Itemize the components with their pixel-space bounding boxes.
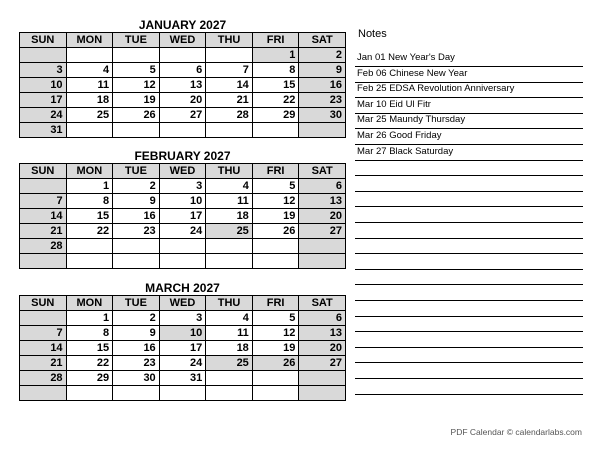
- calendar-grid: [19, 32, 346, 138]
- day-cell: 24: [159, 224, 206, 239]
- weekday-header: TUE: [113, 164, 160, 179]
- day-cell: 22: [66, 224, 113, 239]
- note-text: [355, 255, 357, 266]
- day-cell: [20, 386, 67, 401]
- weekday-header: WED: [159, 296, 206, 311]
- day-cell: 17: [20, 93, 67, 108]
- month-title: FEBRUARY 2027: [134, 149, 231, 163]
- notes-title: Notes: [358, 28, 387, 40]
- footer-credit: PDF Calendar © calendarlabs.com: [450, 427, 582, 437]
- day-cell: 2: [299, 48, 346, 63]
- day-cell: [252, 123, 299, 138]
- day-cell: 26: [252, 356, 299, 371]
- note-line: [355, 175, 583, 192]
- note-text: Feb 25 EDSA Revolution Anniversary: [357, 83, 515, 95]
- day-cell: 30: [113, 371, 160, 386]
- day-cell: 12: [113, 78, 160, 93]
- day-cell: 6: [299, 179, 346, 194]
- day-cell: 17: [159, 341, 206, 356]
- note-line: [355, 50, 583, 67]
- day-cell: 25: [66, 108, 113, 123]
- day-cell: 9: [113, 194, 160, 209]
- day-cell: [20, 179, 67, 194]
- week-row: [20, 108, 346, 123]
- week-row: [20, 93, 346, 108]
- day-cell: [252, 371, 299, 386]
- note-text: [355, 161, 357, 172]
- day-cell: 16: [113, 209, 160, 224]
- weekday-header: SAT: [299, 296, 346, 311]
- day-cell: [299, 371, 346, 386]
- day-cell: 8: [252, 63, 299, 78]
- day-cell: 28: [20, 371, 67, 386]
- day-cell: 4: [66, 63, 113, 78]
- note-text: [355, 239, 357, 250]
- note-line: [355, 253, 583, 270]
- note-line: [355, 190, 583, 207]
- day-cell: 29: [66, 371, 113, 386]
- note-text: [355, 333, 357, 344]
- day-cell: 27: [299, 356, 346, 371]
- day-cell: [206, 123, 253, 138]
- day-cell: 16: [299, 78, 346, 93]
- note-text: Mar 27 Black Saturday: [357, 145, 454, 157]
- weekday-header: THU: [206, 164, 253, 179]
- weekday-header: FRI: [252, 296, 299, 311]
- day-cell: 9: [299, 63, 346, 78]
- day-cell: [159, 239, 206, 254]
- day-cell: [113, 239, 160, 254]
- day-cell: [159, 123, 206, 138]
- day-cell: 14: [206, 78, 253, 93]
- week-row: [20, 63, 346, 78]
- day-cell: [299, 123, 346, 138]
- day-cell: 12: [252, 326, 299, 341]
- week-row: [20, 179, 346, 194]
- week-row: [20, 123, 346, 138]
- day-cell: 13: [159, 78, 206, 93]
- day-cell: 17: [159, 209, 206, 224]
- day-cell: 29: [252, 108, 299, 123]
- day-cell: 28: [206, 108, 253, 123]
- calendar-grid: [19, 295, 346, 401]
- day-cell: 14: [20, 209, 67, 224]
- note-text: [355, 302, 357, 313]
- weekday-header: SUN: [20, 33, 67, 48]
- note-line: [355, 81, 583, 98]
- day-cell: 3: [20, 63, 67, 78]
- day-cell: 26: [252, 224, 299, 239]
- note-text: Mar 10 Eid Ul Fitr: [357, 98, 431, 110]
- note-text: [355, 348, 357, 359]
- note-text: [355, 177, 357, 188]
- day-cell: 4: [206, 311, 253, 326]
- day-cell: 6: [159, 63, 206, 78]
- week-row: [20, 371, 346, 386]
- day-cell: [252, 254, 299, 269]
- calendar-grid: [19, 163, 346, 269]
- day-cell: 6: [299, 311, 346, 326]
- day-cell: [113, 123, 160, 138]
- day-cell: [299, 254, 346, 269]
- day-cell: 28: [20, 239, 67, 254]
- day-cell: 9: [113, 326, 160, 341]
- day-cell: 5: [113, 63, 160, 78]
- day-cell: 10: [20, 78, 67, 93]
- day-cell: 18: [206, 209, 253, 224]
- day-cell: 30: [299, 108, 346, 123]
- note-line: [355, 66, 583, 83]
- day-cell: [20, 311, 67, 326]
- day-cell: [20, 254, 67, 269]
- day-cell: 25: [206, 224, 253, 239]
- day-cell: 14: [20, 341, 67, 356]
- day-cell: 31: [20, 123, 67, 138]
- day-cell: [66, 386, 113, 401]
- day-cell: [66, 254, 113, 269]
- note-line: [355, 237, 583, 254]
- note-text: [355, 224, 357, 235]
- day-cell: 2: [113, 311, 160, 326]
- day-cell: [66, 123, 113, 138]
- note-line: [355, 331, 583, 348]
- day-cell: 13: [299, 194, 346, 209]
- day-cell: 18: [66, 93, 113, 108]
- month-title: MARCH 2027: [145, 281, 220, 295]
- day-cell: 23: [113, 224, 160, 239]
- day-cell: 24: [159, 356, 206, 371]
- day-cell: 21: [20, 356, 67, 371]
- day-cell: 8: [66, 326, 113, 341]
- day-cell: 22: [252, 93, 299, 108]
- note-line: [355, 284, 583, 301]
- day-cell: 5: [252, 179, 299, 194]
- day-cell: 11: [206, 326, 253, 341]
- day-cell: 1: [66, 311, 113, 326]
- note-line: [355, 300, 583, 317]
- weekday-header: FRI: [252, 164, 299, 179]
- day-cell: 12: [252, 194, 299, 209]
- day-cell: 11: [66, 78, 113, 93]
- day-cell: [20, 48, 67, 63]
- note-text: [355, 364, 357, 375]
- weekday-header: SAT: [299, 33, 346, 48]
- note-text: [355, 208, 357, 219]
- day-cell: [206, 254, 253, 269]
- day-cell: [252, 239, 299, 254]
- day-cell: [159, 254, 206, 269]
- weekday-header: SAT: [299, 164, 346, 179]
- note-text: Feb 06 Chinese New Year: [357, 67, 468, 79]
- week-row: [20, 209, 346, 224]
- day-cell: 18: [206, 341, 253, 356]
- day-cell: [299, 386, 346, 401]
- note-line: [355, 222, 583, 239]
- day-cell: 3: [159, 311, 206, 326]
- day-cell: 15: [252, 78, 299, 93]
- day-cell: 22: [66, 356, 113, 371]
- day-cell: [159, 386, 206, 401]
- day-cell: 19: [113, 93, 160, 108]
- week-row: [20, 386, 346, 401]
- weekday-header: WED: [159, 33, 206, 48]
- day-cell: 7: [20, 326, 67, 341]
- day-cell: 25: [206, 356, 253, 371]
- day-cell: 2: [113, 179, 160, 194]
- day-cell: 11: [206, 194, 253, 209]
- weekday-header: MON: [66, 33, 113, 48]
- day-cell: 1: [252, 48, 299, 63]
- day-cell: 21: [20, 224, 67, 239]
- note-line: [355, 362, 583, 379]
- day-cell: [299, 239, 346, 254]
- weekday-header: THU: [206, 296, 253, 311]
- day-cell: 10: [159, 194, 206, 209]
- week-row: [20, 326, 346, 341]
- note-line: [355, 112, 583, 129]
- day-cell: [252, 386, 299, 401]
- day-cell: 23: [299, 93, 346, 108]
- day-cell: [206, 371, 253, 386]
- weekday-header: THU: [206, 33, 253, 48]
- day-cell: 24: [20, 108, 67, 123]
- day-cell: 7: [206, 63, 253, 78]
- day-cell: 15: [66, 341, 113, 356]
- note-line: [355, 128, 583, 145]
- note-text: [355, 380, 357, 391]
- day-cell: [113, 48, 160, 63]
- day-cell: 5: [252, 311, 299, 326]
- week-row: [20, 224, 346, 239]
- week-row: [20, 78, 346, 93]
- day-cell: 10: [159, 326, 206, 341]
- week-row: [20, 356, 346, 371]
- day-cell: 8: [66, 194, 113, 209]
- note-text: [355, 270, 357, 281]
- day-cell: 27: [159, 108, 206, 123]
- day-cell: 19: [252, 209, 299, 224]
- day-cell: 16: [113, 341, 160, 356]
- week-row: [20, 341, 346, 356]
- day-cell: 31: [159, 371, 206, 386]
- weekday-header: FRI: [252, 33, 299, 48]
- day-cell: [206, 48, 253, 63]
- note-line: [355, 346, 583, 363]
- day-cell: 13: [299, 326, 346, 341]
- day-cell: [113, 254, 160, 269]
- day-cell: [206, 239, 253, 254]
- day-cell: 23: [113, 356, 160, 371]
- day-cell: 20: [299, 209, 346, 224]
- week-row: [20, 48, 346, 63]
- day-cell: 27: [299, 224, 346, 239]
- day-cell: [159, 48, 206, 63]
- weekday-header: TUE: [113, 33, 160, 48]
- day-cell: 21: [206, 93, 253, 108]
- note-line: [355, 315, 583, 332]
- note-text: [355, 286, 357, 297]
- weekday-header: MON: [66, 164, 113, 179]
- day-cell: 3: [159, 179, 206, 194]
- day-cell: 15: [66, 209, 113, 224]
- weekday-header: TUE: [113, 296, 160, 311]
- note-line: [355, 378, 583, 395]
- day-cell: 20: [159, 93, 206, 108]
- note-line: [355, 97, 583, 114]
- day-cell: 26: [113, 108, 160, 123]
- note-text: [355, 317, 357, 328]
- day-cell: [113, 386, 160, 401]
- week-row: [20, 194, 346, 209]
- day-cell: [66, 239, 113, 254]
- weekday-header: SUN: [20, 296, 67, 311]
- day-cell: [66, 48, 113, 63]
- week-row: [20, 311, 346, 326]
- note-line: [355, 206, 583, 223]
- note-text: Mar 26 Good Friday: [357, 130, 442, 141]
- day-cell: 1: [66, 179, 113, 194]
- week-row: [20, 254, 346, 269]
- month-title: JANUARY 2027: [138, 18, 227, 32]
- day-cell: 4: [206, 179, 253, 194]
- note-line: [355, 144, 583, 161]
- note-line: [355, 268, 583, 285]
- weekday-header: WED: [159, 164, 206, 179]
- note-text: Mar 25 Maundy Thursday: [357, 114, 466, 126]
- day-cell: 7: [20, 194, 67, 209]
- day-cell: 19: [252, 341, 299, 356]
- day-cell: 20: [299, 341, 346, 356]
- week-row: [20, 239, 346, 254]
- weekday-header: SUN: [20, 164, 67, 179]
- note-line: [355, 159, 583, 176]
- note-text: Jan 01 New Year's Day: [357, 52, 455, 63]
- day-cell: [206, 386, 253, 401]
- note-text: [355, 192, 357, 203]
- weekday-header: MON: [66, 296, 113, 311]
